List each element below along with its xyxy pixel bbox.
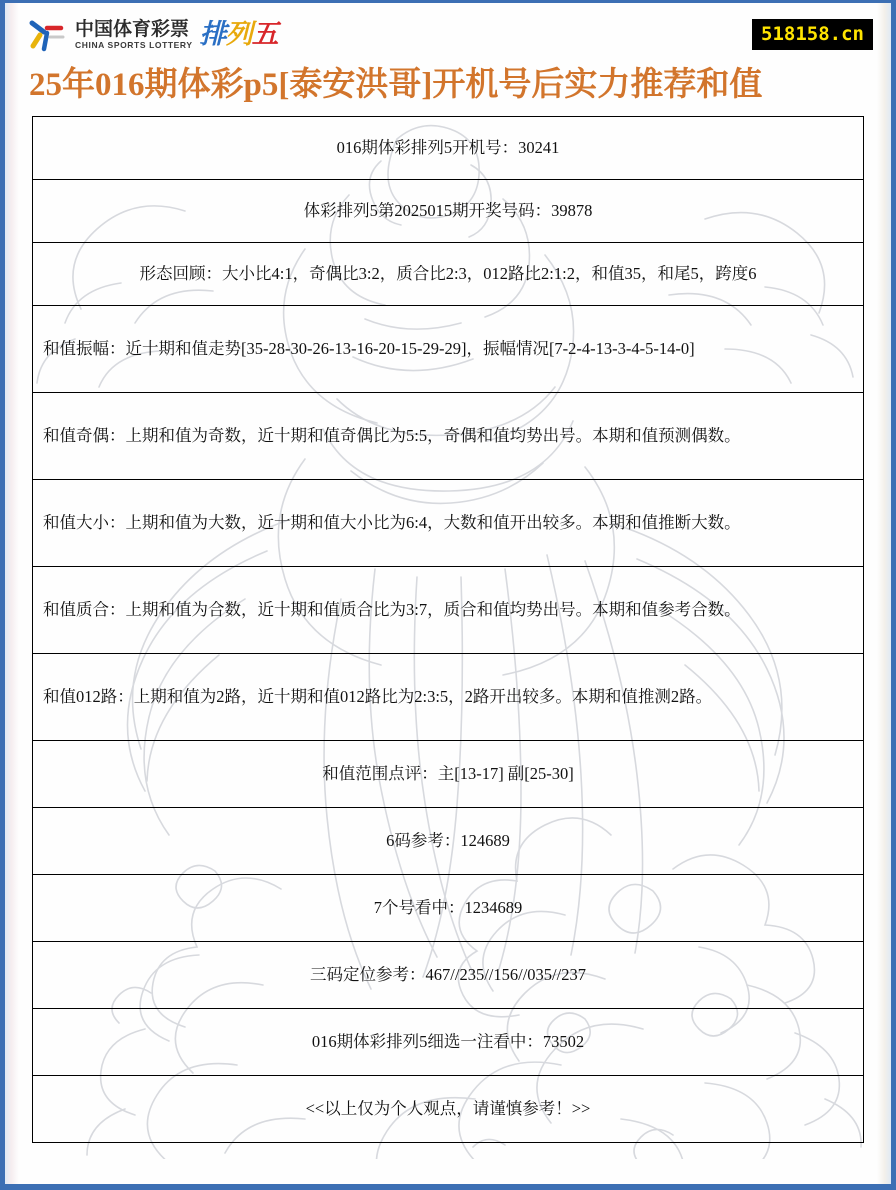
table-cell-text: 形态回顾：大小比4:1，奇偶比3:2，质合比2:3，012路比2:1:2，和值35，和尾5，跨度6 bbox=[33, 243, 864, 306]
table-cell-text: 和值奇偶：上期和值为奇数，近十期和值奇偶比为5:5，奇偶和值均势出号。本期和值预测偶数。 bbox=[33, 393, 864, 480]
table-cell-text: 和值大小：上期和值为大数，近十期和值大小比为6:4，大数和值开出较多。本期和值推断大数。 bbox=[33, 480, 864, 567]
site-domain-badge[interactable]: 518158.cn bbox=[752, 19, 873, 50]
table-cell-text: 016期体彩排列5细选一注看中：73502 bbox=[33, 1009, 864, 1076]
table-row bbox=[33, 393, 864, 480]
table-cell-text: 三码定位参考：467//235//156//035//237 bbox=[33, 942, 864, 1009]
table-cell-text: 和值012路：上期和值为2路，近十期和值012路比为2:3:5，2路开出较多。本期和值推测2路。 bbox=[33, 654, 864, 741]
table-cell-text: <<以上仅为个人观点，请谨慎参考！>> bbox=[33, 1076, 864, 1143]
table-row bbox=[33, 654, 864, 741]
table-cell-text: 016期体彩排列5开机号：30241 bbox=[33, 117, 864, 180]
lottery-logo bbox=[27, 14, 278, 56]
logo-title-en: CHINA SPORTS LOTTERY bbox=[75, 40, 193, 50]
table-row bbox=[33, 1009, 864, 1076]
table-cell-text: 和值范围点评：主[13-17] 副[25-30] bbox=[33, 741, 864, 808]
table-row bbox=[33, 1076, 864, 1143]
page-inner bbox=[5, 3, 891, 1184]
site-header bbox=[5, 3, 891, 65]
table-cell-text: 和值振幅：近十期和值走势[35-28-30-26-13-16-20-15-29-29]，振幅情况[7-2-4-13-3-4-5-14-0] bbox=[33, 306, 864, 393]
table-row bbox=[33, 808, 864, 875]
table-row bbox=[33, 567, 864, 654]
china-sports-lottery-emblem-icon bbox=[27, 16, 69, 54]
table-row bbox=[33, 942, 864, 1009]
forecast-table-body bbox=[33, 117, 864, 1143]
right-edge-wash bbox=[877, 3, 891, 1184]
logo-title-cn: 中国体育彩票 bbox=[75, 18, 190, 40]
logo-game-char-3: 五 bbox=[251, 19, 278, 50]
page-title: 25年016期体彩p5[泰安洪哥]开机号后实力推荐和值 bbox=[29, 67, 763, 103]
table-cell-text: 和值质合：上期和值为合数，近十期和值质合比为3:7，质合和值均势出号。本期和值参考合数。 bbox=[33, 567, 864, 654]
table-row bbox=[33, 306, 864, 393]
table-row bbox=[33, 480, 864, 567]
logo-game-char-1: 排 bbox=[199, 19, 226, 50]
table-row bbox=[33, 180, 864, 243]
table-cell-text: 7个号看中：1234689 bbox=[33, 875, 864, 942]
logo-wordmark bbox=[75, 19, 193, 51]
table-row bbox=[33, 875, 864, 942]
table-cell-text: 体彩排列5第2025015期开奖号码：39878 bbox=[33, 180, 864, 243]
table-row bbox=[33, 117, 864, 180]
logo-game-name bbox=[200, 20, 278, 50]
forecast-table bbox=[32, 116, 864, 1143]
table-cell-text: 6码参考：124689 bbox=[33, 808, 864, 875]
logo-game-char-2: 列 bbox=[225, 19, 252, 50]
left-edge-wash bbox=[5, 3, 19, 1184]
table-row bbox=[33, 741, 864, 808]
table-row bbox=[33, 243, 864, 306]
